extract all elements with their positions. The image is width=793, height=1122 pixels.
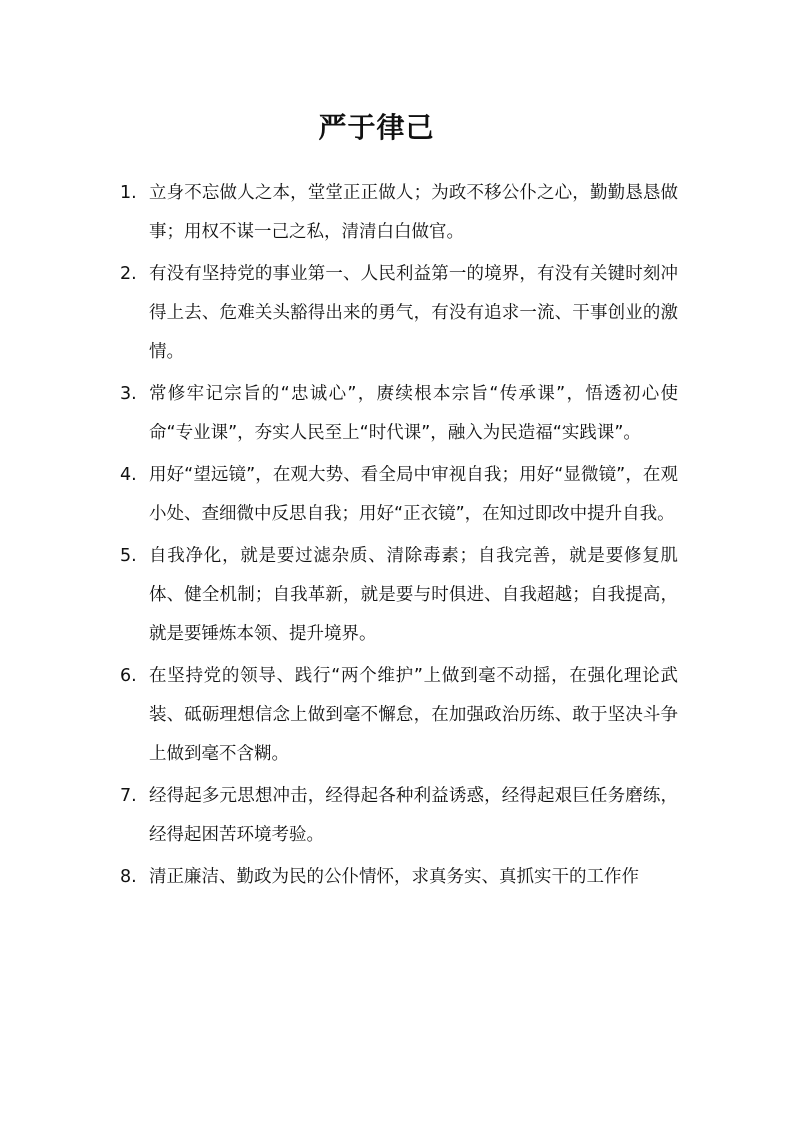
list-item-number: 6. — [120, 666, 137, 686]
list-item-text: 清正廉洁、勤政为民的公仆情怀，求真务实、真抓实干的工作作 — [149, 867, 639, 887]
list-item-number: 4. — [120, 465, 137, 485]
list-item-number: 3. — [120, 384, 137, 404]
list-item-number: 8. — [120, 867, 137, 887]
list-item — [118, 537, 678, 654]
list-item-text: 用好“望远镜”，在观大势、看全局中审视自我；用好“显微镜”，在观小处、查细微中反思自我；用好“正衣镜”，在知过即改中提升自我。 — [149, 465, 678, 524]
list-item — [118, 255, 678, 372]
list-item-text: 立身不忘做人之本，堂堂正正做人；为政不移公仆之心，勤勤恳恳做事；用权不谋一己之私，清清白白做官。 — [149, 183, 678, 242]
list-item-number: 2. — [120, 264, 137, 284]
list-item — [118, 375, 678, 453]
list-item — [118, 777, 678, 855]
list-item — [118, 858, 678, 897]
list-item — [118, 657, 678, 774]
list-item-text: 常修牢记宗旨的“忠诚心”，赓续根本宗旨“传承课”，悟透初心使命“专业课”，夯实人民至上“时代课”，融入为民造福“实践课”。 — [149, 384, 678, 443]
list-item-number: 5. — [120, 546, 137, 566]
list-item-number: 7. — [120, 786, 137, 806]
numbered-list — [118, 174, 678, 900]
list-item-number: 1. — [120, 183, 137, 203]
list-item-text: 有没有坚持党的事业第一、人民利益第一的境界，有没有关键时刻冲得上去、危难关头豁得出来的勇气，有没有追求一流、干事创业的激情。 — [149, 264, 678, 362]
list-item-text: 在坚持党的领导、践行“两个维护”上做到毫不动摇，在强化理论武装、砥砺理想信念上做到毫不懈怠，在加强政治历练、敢于坚决斗争上做到毫不含糊。 — [149, 666, 678, 764]
page-title: 严于律己 — [318, 111, 435, 144]
list-item — [118, 174, 678, 252]
list-item — [118, 456, 678, 534]
list-item-text: 自我净化，就是要过滤杂质、清除毒素；自我完善，就是要修复肌体、健全机制；自我革新，就是要与时俱进、自我超越；自我提高，就是要锤炼本领、提升境界。 — [149, 546, 678, 644]
list-item-text: 经得起多元思想冲击，经得起各种利益诱惑，经得起艰巨任务磨练，经得起困苦环境考验。 — [149, 786, 678, 845]
